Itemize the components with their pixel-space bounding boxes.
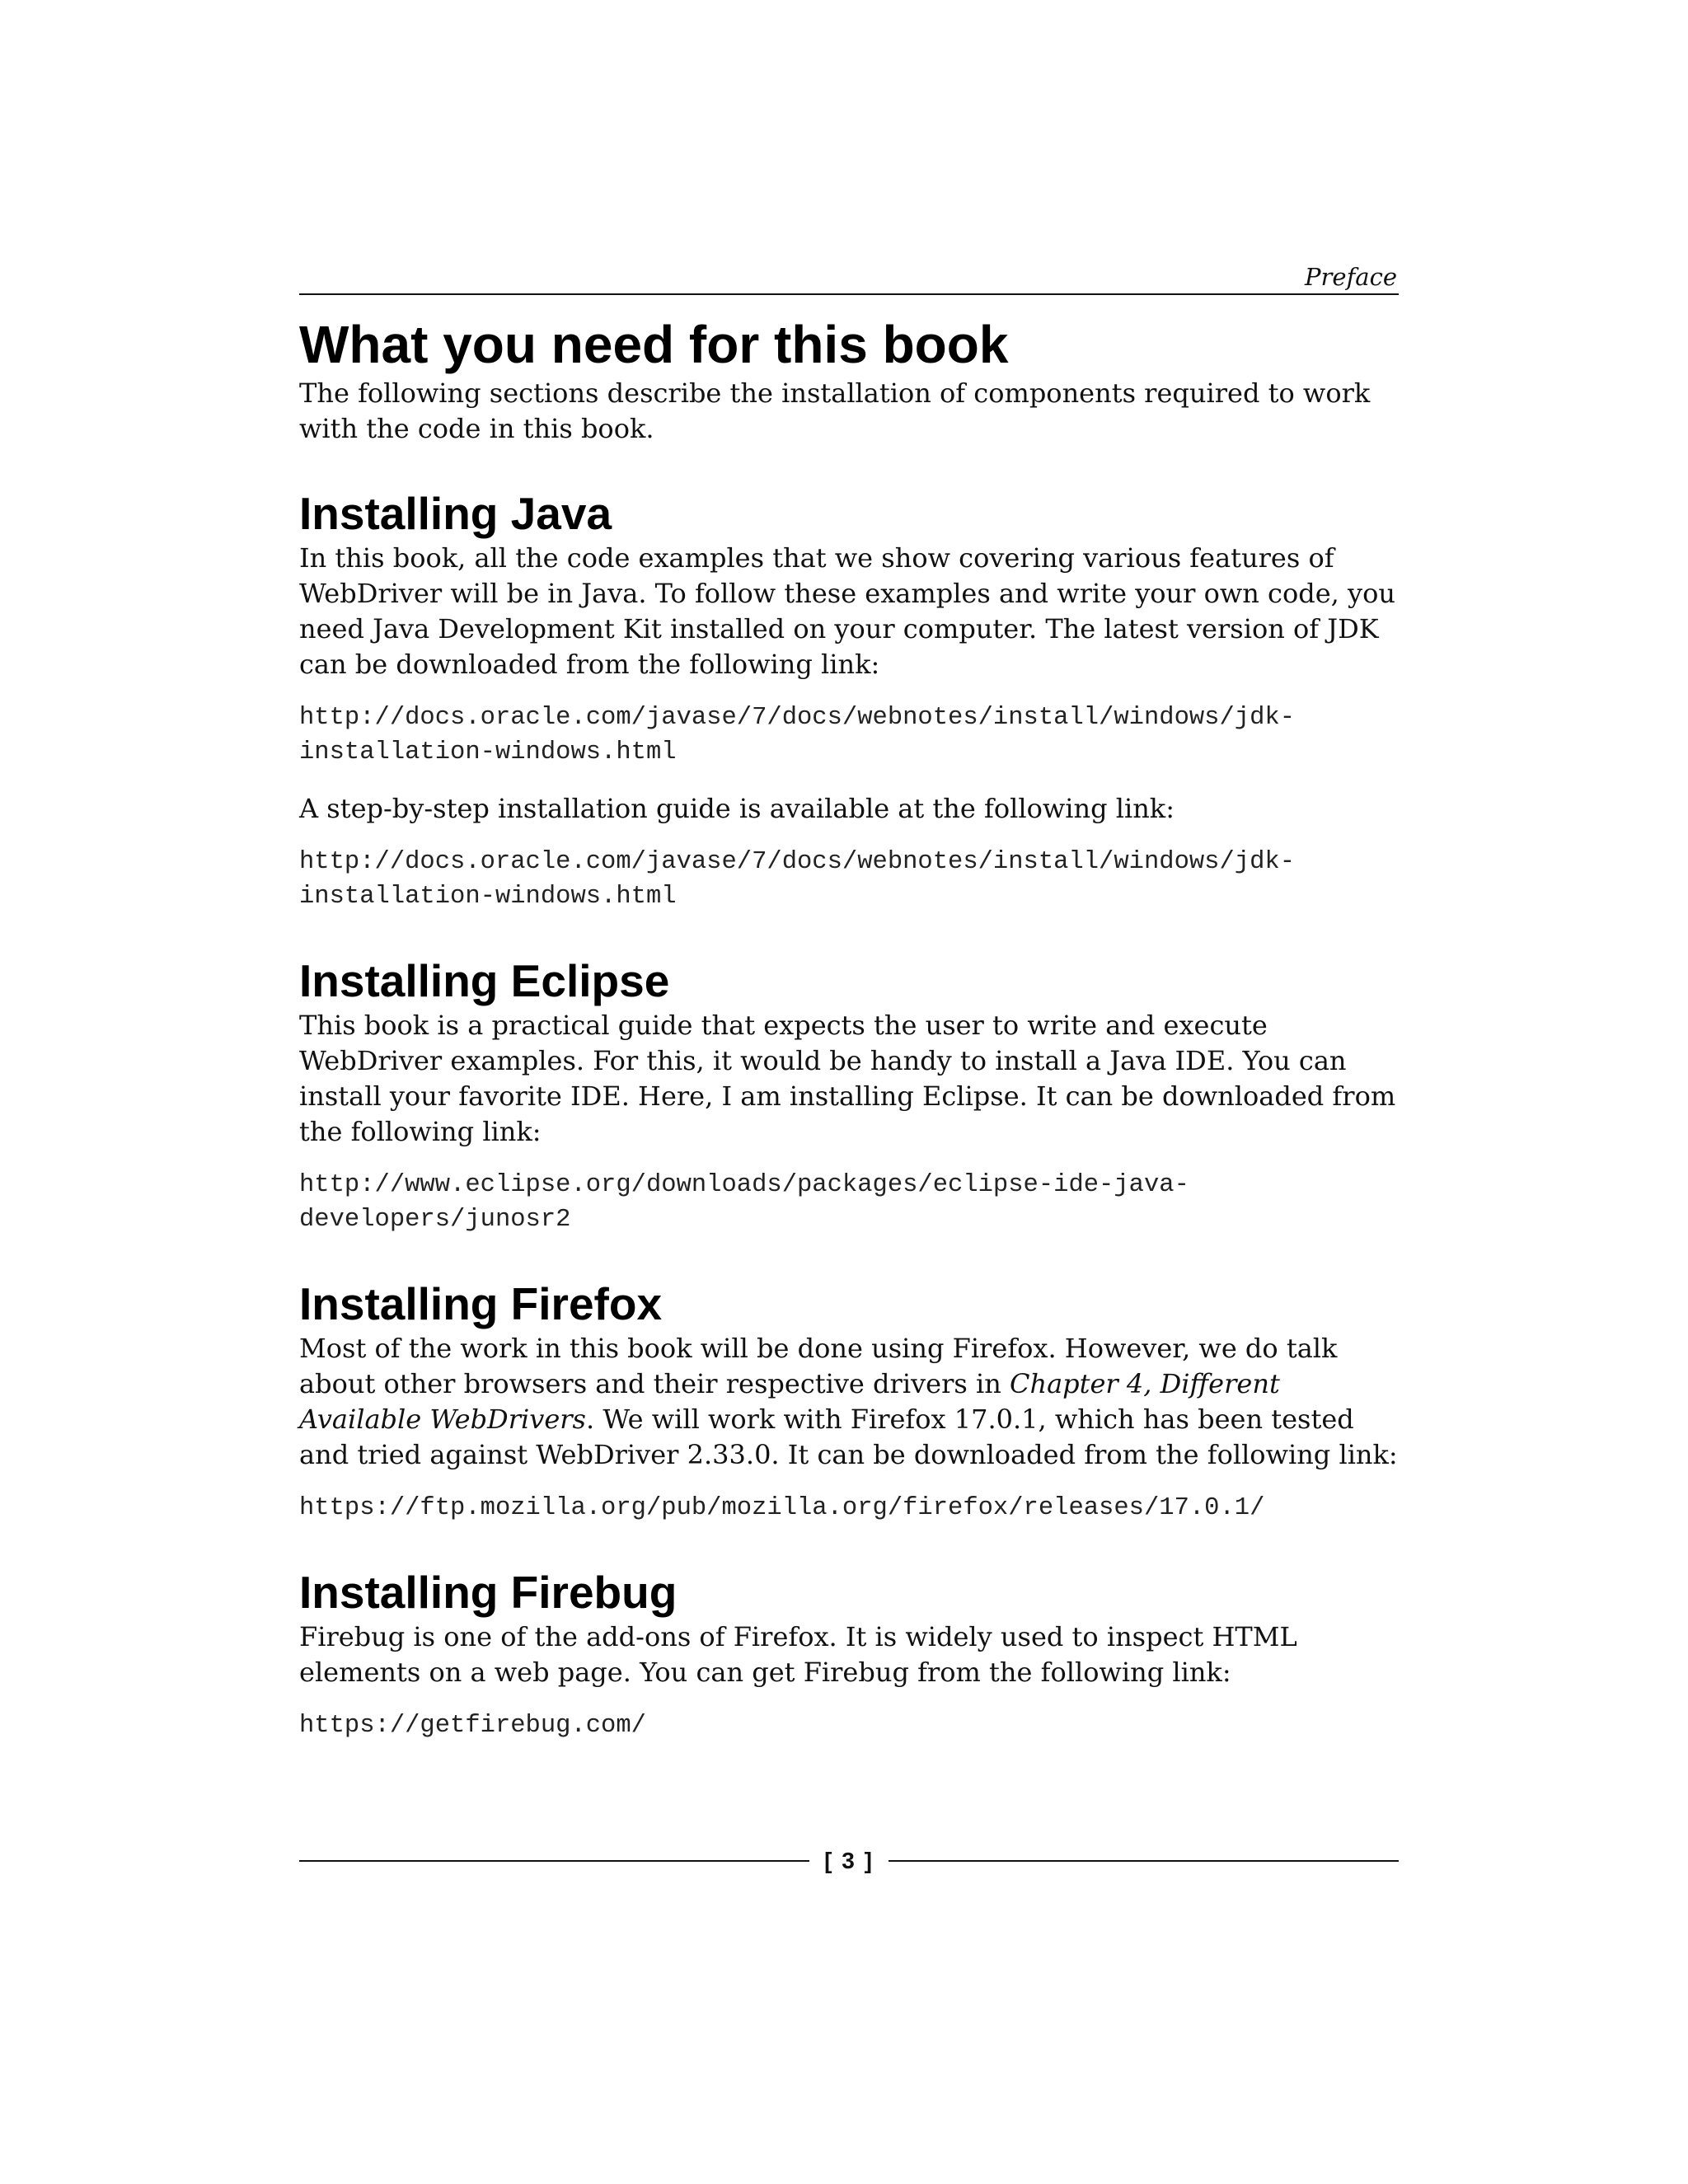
section-paragraph: This book is a practical guide that expects the user to write and execute WebDriver examples. For this, it would be handy to install a Java IDE. You can install your favorite IDE. Here, I am installing Eclipse. It can be downloaded from the following link: [299,1010,1396,1147]
running-title: Preface [1305,263,1397,291]
section-heading: Installing Firefox [299,1278,663,1329]
section-heading: Installing Firebug [299,1567,678,1618]
header-rule [299,293,1399,295]
page-header [299,262,1399,295]
paragraph-text-start: Most of the work in this book will be done using Firefox. However, we do talk about other browsers and their respective drivers in [299,1333,1338,1399]
section-installing-java [299,486,1399,914]
section-installing-firefox [299,1277,1399,1526]
section-heading: What you need for this book [299,315,1009,374]
jdk-download-url: http://docs.oracle.com/javase/7/docs/webnotes/install/windows/jdk- installation-windows.html [299,704,1295,766]
section-paragraph: Firebug is one of the add-ons of Firefox. It is widely used to inspect HTML elements on a web page. You can get Firebug from the following link: [299,1621,1297,1688]
eclipse-download-url: http://www.eclipse.org/downloads/packages/eclipse-ide-java- developers/junosr2 [299,1171,1189,1234]
page-content [299,313,1399,1743]
firefox-download-url: https://ftp.mozilla.org/pub/mozilla.org/firefox/releases/17.0.1/ [299,1494,1265,1522]
paragraph-text-end: . We will work with Firefox 17.0.1, which has been tested and tried against WebDriver 2.33.0. It can be downloaded from the following link: [299,1404,1398,1470]
page-number: [ 3 ] [824,1848,874,1873]
section-paragraph: In this book, all the code examples that we show covering various features of WebDriver will be in Java. To follow these examples and write your own code, you need Java Development Kit installed on your computer. The latest version of JDK can be downloaded from the following link: [299,542,1395,680]
section-heading: Installing Eclipse [299,955,670,1006]
jdk-guide-url: http://docs.oracle.com/javase/7/docs/webnotes/install/windows/jdk- installation-windows.html [299,848,1295,911]
chapter-reference: Chapter 4, Different Available WebDrivers [299,1368,1280,1435]
page-footer [299,1844,1399,1877]
section-paragraph: The following sections describe the installation of components required to work with the code in this book. [299,377,1371,444]
footer-rule-left [299,1860,809,1862]
section-heading: Installing Java [299,488,612,539]
section-installing-firebug [299,1565,1399,1743]
section-paragraph-secondary: A step-by-step installation guide is available at the following link: [299,793,1175,824]
firebug-download-url: https://getfirebug.com/ [299,1712,646,1740]
footer-rule-right [889,1860,1399,1862]
section-paragraph [299,1331,1399,1473]
section-what-you-need [299,313,1399,447]
section-installing-eclipse [299,954,1399,1237]
